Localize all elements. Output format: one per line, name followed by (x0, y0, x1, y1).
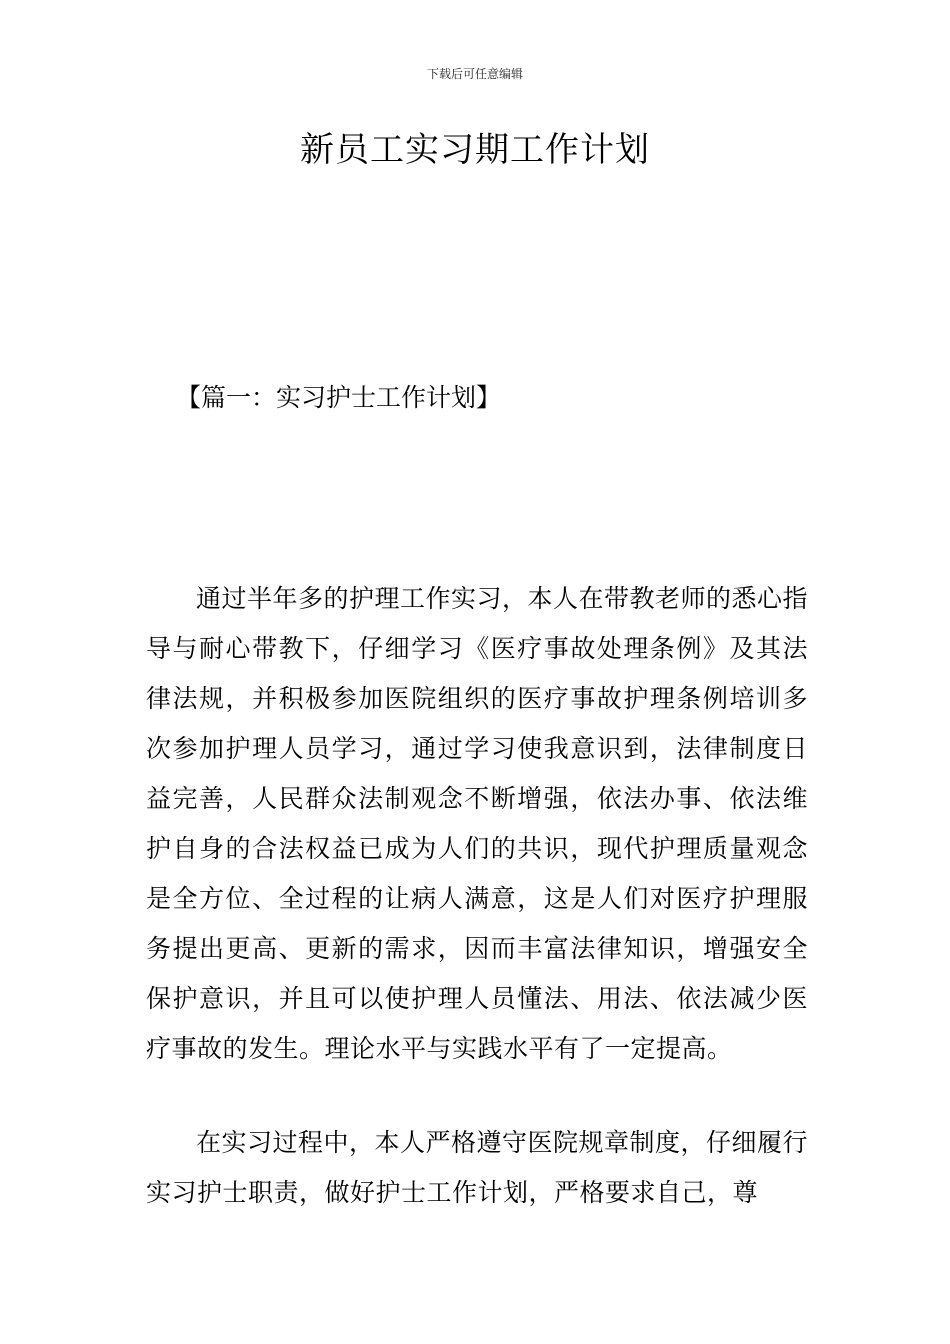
header-note: 下载后可任意编辑 (426, 67, 523, 81)
section-heading: 【篇一：实习护士工作计划】 (176, 383, 502, 412)
body-paragraph-2: 在实习过程中，本人严格遵守医院规章制度，仔细履行实习护士职责，做好护士工作计划，严格要求自己，尊 (146, 1128, 809, 1207)
body-paragraph-1: 通过半年多的护理工作实习，本人在带教老师的悉心指导与耐心带教下，仔细学习《医疗事故处理条例》及其法律法规，并积极参加医院组织的医疗事故护理条例培训多次参加护理人员学习，通过学习使我意识到，法律制度日益完善，人民群众法制观念不断增强，依法办事、依法维护自身的合法权益已成为人们的共识，现代护理质量观念是全方位、全过程的让病人满意，这是人们对医疗护理服务提出更高、更新的需求，因而丰富法律知识，增强安全保护意识，并且可以使护理人员懂法、用法、依法减少医疗事故的发生。理论水平与实践水平有了一定提高。 (146, 584, 809, 1063)
document-title: 新员工实习期工作计划 (300, 130, 650, 170)
